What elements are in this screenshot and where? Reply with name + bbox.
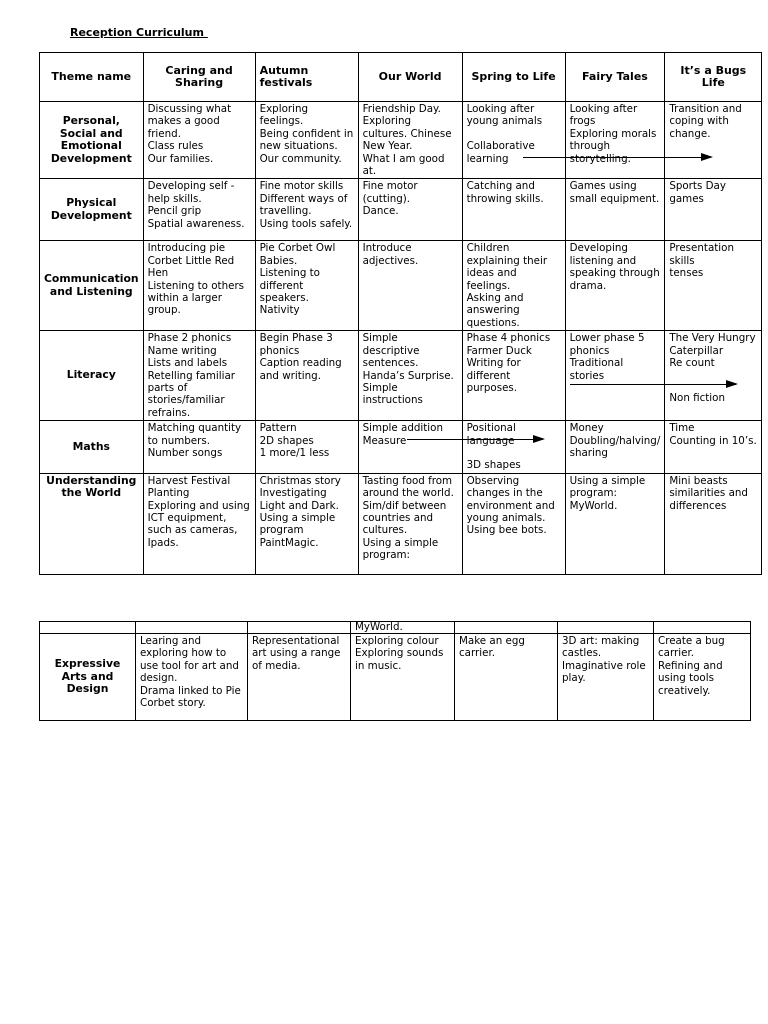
cell-text: Fine motor skills Different ways of travelling. Using tools safely.	[259, 180, 353, 230]
cell-world-world	[358, 473, 462, 574]
cell-empty	[248, 622, 351, 634]
cell-world-caring	[143, 473, 255, 574]
cell-psed-spring	[462, 102, 565, 179]
cell-text: Positional language 3D shapes	[466, 422, 521, 472]
cell-literacy-spring	[462, 331, 565, 421]
cell-text: Friendship Day. Exploring cultures. Chinese New Year. What I am good at.	[362, 103, 452, 178]
cell-text: Make an egg carrier.	[459, 635, 525, 660]
table-row-psed	[40, 102, 762, 179]
cell-literacy-bugs	[665, 331, 762, 421]
cell-arts-world	[351, 634, 455, 721]
header-bugs-life: It’s a Bugs Life	[665, 53, 762, 102]
cell-text: The Very Hungry Caterpillar Re count	[669, 332, 756, 370]
header-fairy-tales: Fairy Tales	[565, 53, 665, 102]
row-label-literacy: Literacy	[40, 331, 144, 421]
cell-text: Fine motor (cutting). Dance.	[362, 180, 418, 218]
cell-text: Presentation skills tenses	[669, 242, 734, 280]
cell-physical-fairy	[565, 179, 665, 241]
cell-text: Discussing what makes a good friend. Class rules Our families.	[147, 103, 232, 165]
table-row-literacy	[40, 331, 762, 421]
cell-empty	[558, 622, 654, 634]
cell-text: Simple descriptive sentences. Handa’s Surprise. Simple instructions	[362, 332, 454, 407]
cell-text: Games using small equipment.	[569, 180, 660, 205]
non-fiction-note: Non fiction	[669, 392, 725, 405]
cell-physical-caring	[143, 179, 255, 241]
cell-arts-autumn	[248, 634, 351, 721]
cell-text: Exploring feelings. Being confident in new situations. Our community.	[259, 103, 354, 165]
cell-psed-autumn	[255, 102, 358, 179]
cell-maths-autumn	[255, 421, 358, 474]
cell-text: Using a simple program: MyWorld.	[569, 474, 646, 512]
cell-maths-spring	[462, 421, 565, 474]
cell-arts-caring	[136, 634, 248, 721]
cell-literacy-autumn	[255, 331, 358, 421]
cell-text: Sports Day games	[669, 180, 726, 205]
arrow-connector	[407, 439, 543, 440]
cell-world-continued: MyWorld.	[351, 622, 455, 634]
table-row-maths	[40, 421, 762, 474]
cell-text: Tasting food from around the world. Sim/dif between countries and cultures. Using a simple program:	[362, 474, 454, 562]
cell-text: Phase 2 phonics Name writing Lists and labels Retelling familiar parts of stories/familiar refrains.	[147, 332, 235, 419]
cell-text: Time Counting in 10’s.	[669, 422, 757, 447]
cell-empty	[136, 622, 248, 634]
row-label-maths: Maths	[40, 421, 144, 474]
cell-text: Transition and coping with change.	[669, 103, 742, 140]
cell-literacy-world	[358, 331, 462, 421]
cell-communication-fairy	[565, 241, 665, 331]
cell-text: Catching and throwing skills.	[466, 180, 544, 205]
cell-literacy-fairy	[565, 331, 665, 421]
row-label-physical: Physical Development	[40, 179, 144, 241]
cell-text: Representational art using a range of media.	[252, 635, 341, 672]
cell-text: Pattern 2D shapes 1 more/1 less	[259, 422, 330, 459]
table-row-physical	[40, 179, 762, 241]
table-row-understanding-world	[40, 473, 762, 574]
cell-text: Learing and exploring how to use tool for art and design. Drama linked to Pie Corbet story.	[140, 635, 241, 710]
cell-text: Harvest Festival Planting Exploring and using ICT equipment, such as cameras, Ipads.	[147, 474, 250, 549]
cell-text: Create a bug carrier. Refining and using tools creatively.	[658, 635, 725, 697]
header-row	[40, 53, 762, 102]
cell-text: Developing listening and speaking through drama.	[569, 242, 660, 292]
cell-psed-world	[358, 102, 462, 179]
row-label-communication: Communication and Listening	[40, 241, 144, 331]
cell-maths-world	[358, 421, 462, 474]
cell-text: Matching quantity to numbers. Number songs	[147, 422, 242, 459]
cell-arts-bugs	[654, 634, 751, 721]
cell-physical-world	[358, 179, 462, 241]
cell-maths-fairy	[565, 421, 665, 474]
cell-world-spring	[462, 473, 565, 574]
cell-psed-bugs	[665, 102, 762, 179]
cell-world-autumn	[255, 473, 358, 574]
row-label-psed: Personal, Social and Emotional Development	[40, 102, 144, 179]
cell-text: Pie Corbet Owl Babies. Listening to different speakers. Nativity	[259, 242, 336, 317]
cell-empty	[654, 622, 751, 634]
cell-text: Exploring colour Exploring sounds in music.	[355, 635, 444, 672]
cell-physical-bugs	[665, 179, 762, 241]
cell-literacy-caring	[143, 331, 255, 421]
cell-communication-autumn	[255, 241, 358, 331]
header-spring-to-life: Spring to Life	[462, 53, 565, 102]
table-row-continuation	[40, 622, 751, 634]
document-title: Reception Curriculum	[70, 26, 208, 39]
cell-text: Looking after frogs Exploring morals through storytelling.	[569, 103, 657, 165]
cell-text: Developing self -help skills. Pencil grip Spatial awareness.	[147, 180, 245, 230]
cell-text: Looking after young animals Collaborative learning	[466, 103, 543, 165]
row-label-understanding-world: Understanding the World	[40, 473, 144, 574]
cell-text: Lower phase 5 phonics Traditional stories	[569, 332, 645, 382]
row-label-arts: Expressive Arts and Design	[40, 634, 136, 721]
header-autumn-festivals: Autumn festivals	[255, 53, 358, 102]
cell-text: Simple addition Measure	[362, 422, 443, 447]
cell-empty	[455, 622, 558, 634]
cell-maths-caring	[143, 421, 255, 474]
cell-text: Children explaining their ideas and feelings. Asking and answering questions.	[466, 242, 548, 329]
table-row-arts	[40, 634, 751, 721]
cell-world-fairy	[565, 473, 665, 574]
cell-text: Christmas story Investigating Light and Dark. Using a simple program PaintMagic.	[259, 474, 341, 549]
cell-text: Observing changes in the environment and young animals. Using bee bots.	[466, 474, 555, 537]
curriculum-table-continued	[39, 621, 751, 721]
cell-text: Introducing pie Corbet Little Red Hen Listening to others within a larger group.	[147, 242, 245, 317]
cell-text: Begin Phase 3 phonics Caption reading and writing.	[259, 332, 342, 382]
cell-text: 3D art: making castles. Imaginative role play.	[562, 635, 646, 685]
cell-communication-bugs	[665, 241, 762, 331]
header-theme-name: Theme name	[40, 53, 144, 102]
cell-world-bugs	[665, 473, 762, 574]
curriculum-table	[39, 52, 762, 575]
cell-empty	[40, 622, 136, 634]
cell-physical-spring	[462, 179, 565, 241]
arrow-connector	[523, 157, 711, 158]
header-caring-and-sharing: Caring and Sharing	[143, 53, 255, 102]
cell-text: Introduce adjectives.	[362, 242, 419, 267]
cell-text: Money Doubling/halving/ sharing	[569, 422, 661, 459]
cell-text: Mini beasts similarities and differences	[669, 474, 748, 512]
cell-psed-fairy	[565, 102, 665, 179]
cell-maths-bugs	[665, 421, 762, 474]
cell-text: Phase 4 phonics Farmer Duck Writing for different purposes.	[466, 332, 551, 394]
cell-psed-caring	[143, 102, 255, 179]
cell-communication-world	[358, 241, 462, 331]
cell-physical-autumn	[255, 179, 358, 241]
table-row-communication	[40, 241, 762, 331]
cell-arts-fairy	[558, 634, 654, 721]
header-our-world: Our World	[358, 53, 462, 102]
cell-communication-caring	[143, 241, 255, 331]
cell-arts-spring	[455, 634, 558, 721]
cell-communication-spring	[462, 241, 565, 331]
